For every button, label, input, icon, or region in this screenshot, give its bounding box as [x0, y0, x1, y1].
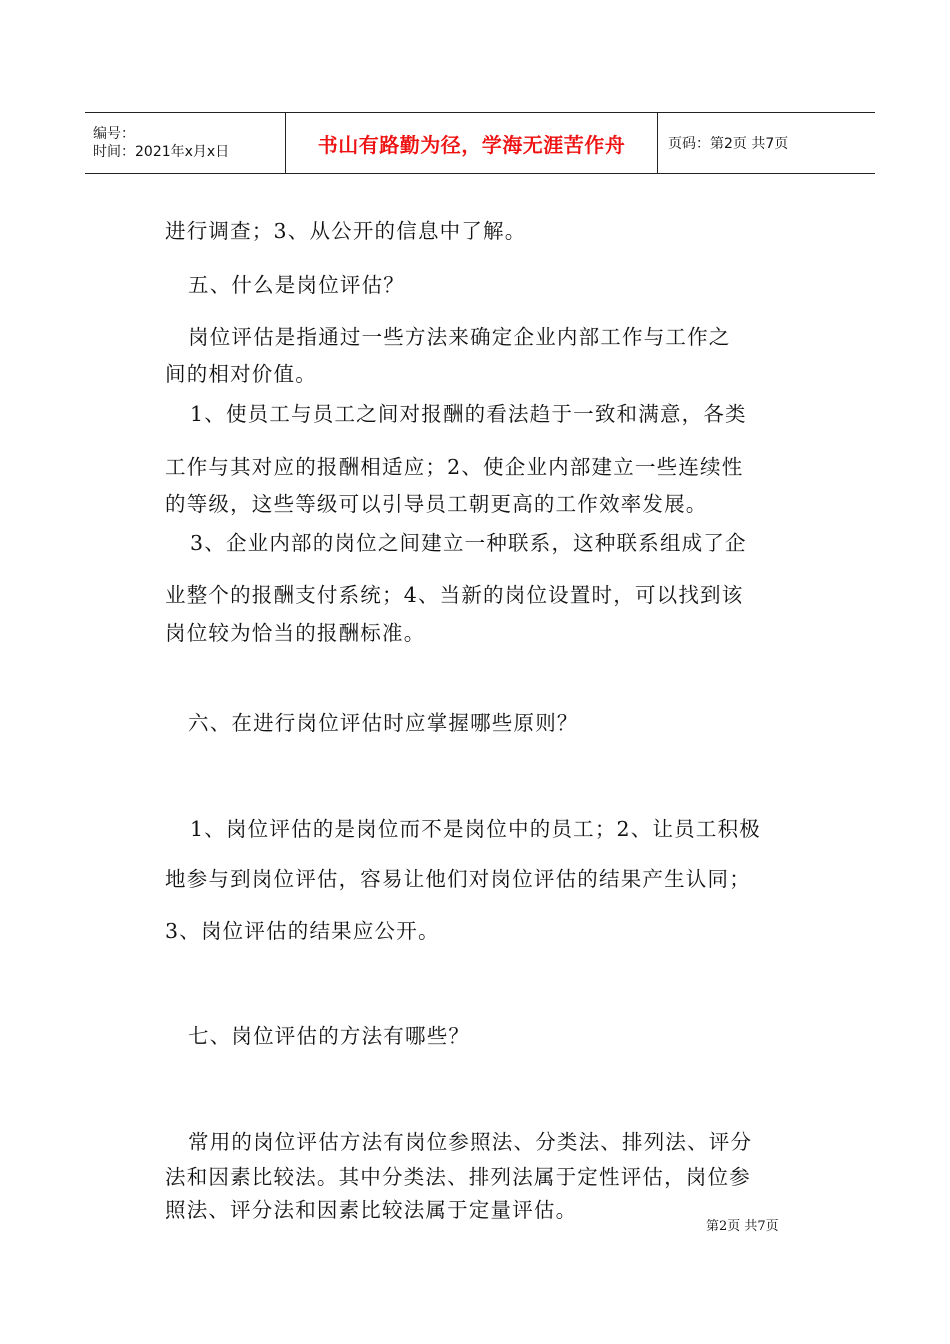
body-line: 进行调查；3、从公开的信息中了解。: [165, 219, 527, 243]
header-motto-cell: [285, 113, 658, 173]
body-line: 工作与其对应的报酬相适应；2、使企业内部建立一些连续性: [165, 455, 744, 479]
body-line: 岗位评估是指通过一些方法来确定企业内部工作与工作之: [188, 325, 731, 349]
header-page-cell: [658, 113, 875, 173]
section-heading: 五、什么是岗位评估？: [188, 273, 405, 297]
body-line: 照法、评分法和因素比较法属于定量评估。: [165, 1198, 578, 1222]
header-info: [85, 113, 285, 173]
page-footer: 第2页 共7页: [706, 1219, 779, 1234]
body-line: 业整个的报酬支付系统；4、当新的岗位设置时，可以找到该: [165, 583, 744, 607]
body-line: 3、岗位评估的结果应公开。: [165, 919, 440, 943]
body-line: 1、岗位评估的是岗位而不是岗位中的员工；2、让员工积极: [190, 817, 761, 841]
page-header: [85, 112, 875, 174]
section-heading: 六、在进行岗位评估时应掌握哪些原则？: [188, 711, 579, 735]
body-line: 间的相对价值。: [165, 362, 317, 386]
body-line: 岗位较为恰当的报酬标准。: [165, 621, 426, 645]
body-line: 地参与到岗位评估，容易让他们对岗位评估的结果产生认同；: [165, 867, 751, 891]
body-line: 常用的岗位评估方法有岗位参照法、分类法、排列法、评分: [188, 1130, 753, 1154]
body-line: 法和因素比较法。其中分类法、排列法属于定性评估，岗位参: [165, 1165, 751, 1189]
section-heading: 七、岗位评估的方法有哪些？: [188, 1024, 471, 1048]
body-line: 的等级，这些等级可以引导员工朝更高的工作效率发展。: [165, 492, 708, 516]
motto: 书山有路勤为径，学海无涯苦作舟: [317, 132, 626, 157]
page-label: 页码：第2页 共7页: [668, 136, 789, 152]
number-label: 编号：: [93, 126, 135, 142]
body-line: 3、企业内部的岗位之间建立一种联系，这种联系组成了企: [190, 531, 747, 555]
body-line: 1、使员工与员工之间对报酬的看法趋于一致和满意，各类: [190, 402, 747, 426]
time-label: 时间：2021年x月x日: [93, 144, 230, 160]
